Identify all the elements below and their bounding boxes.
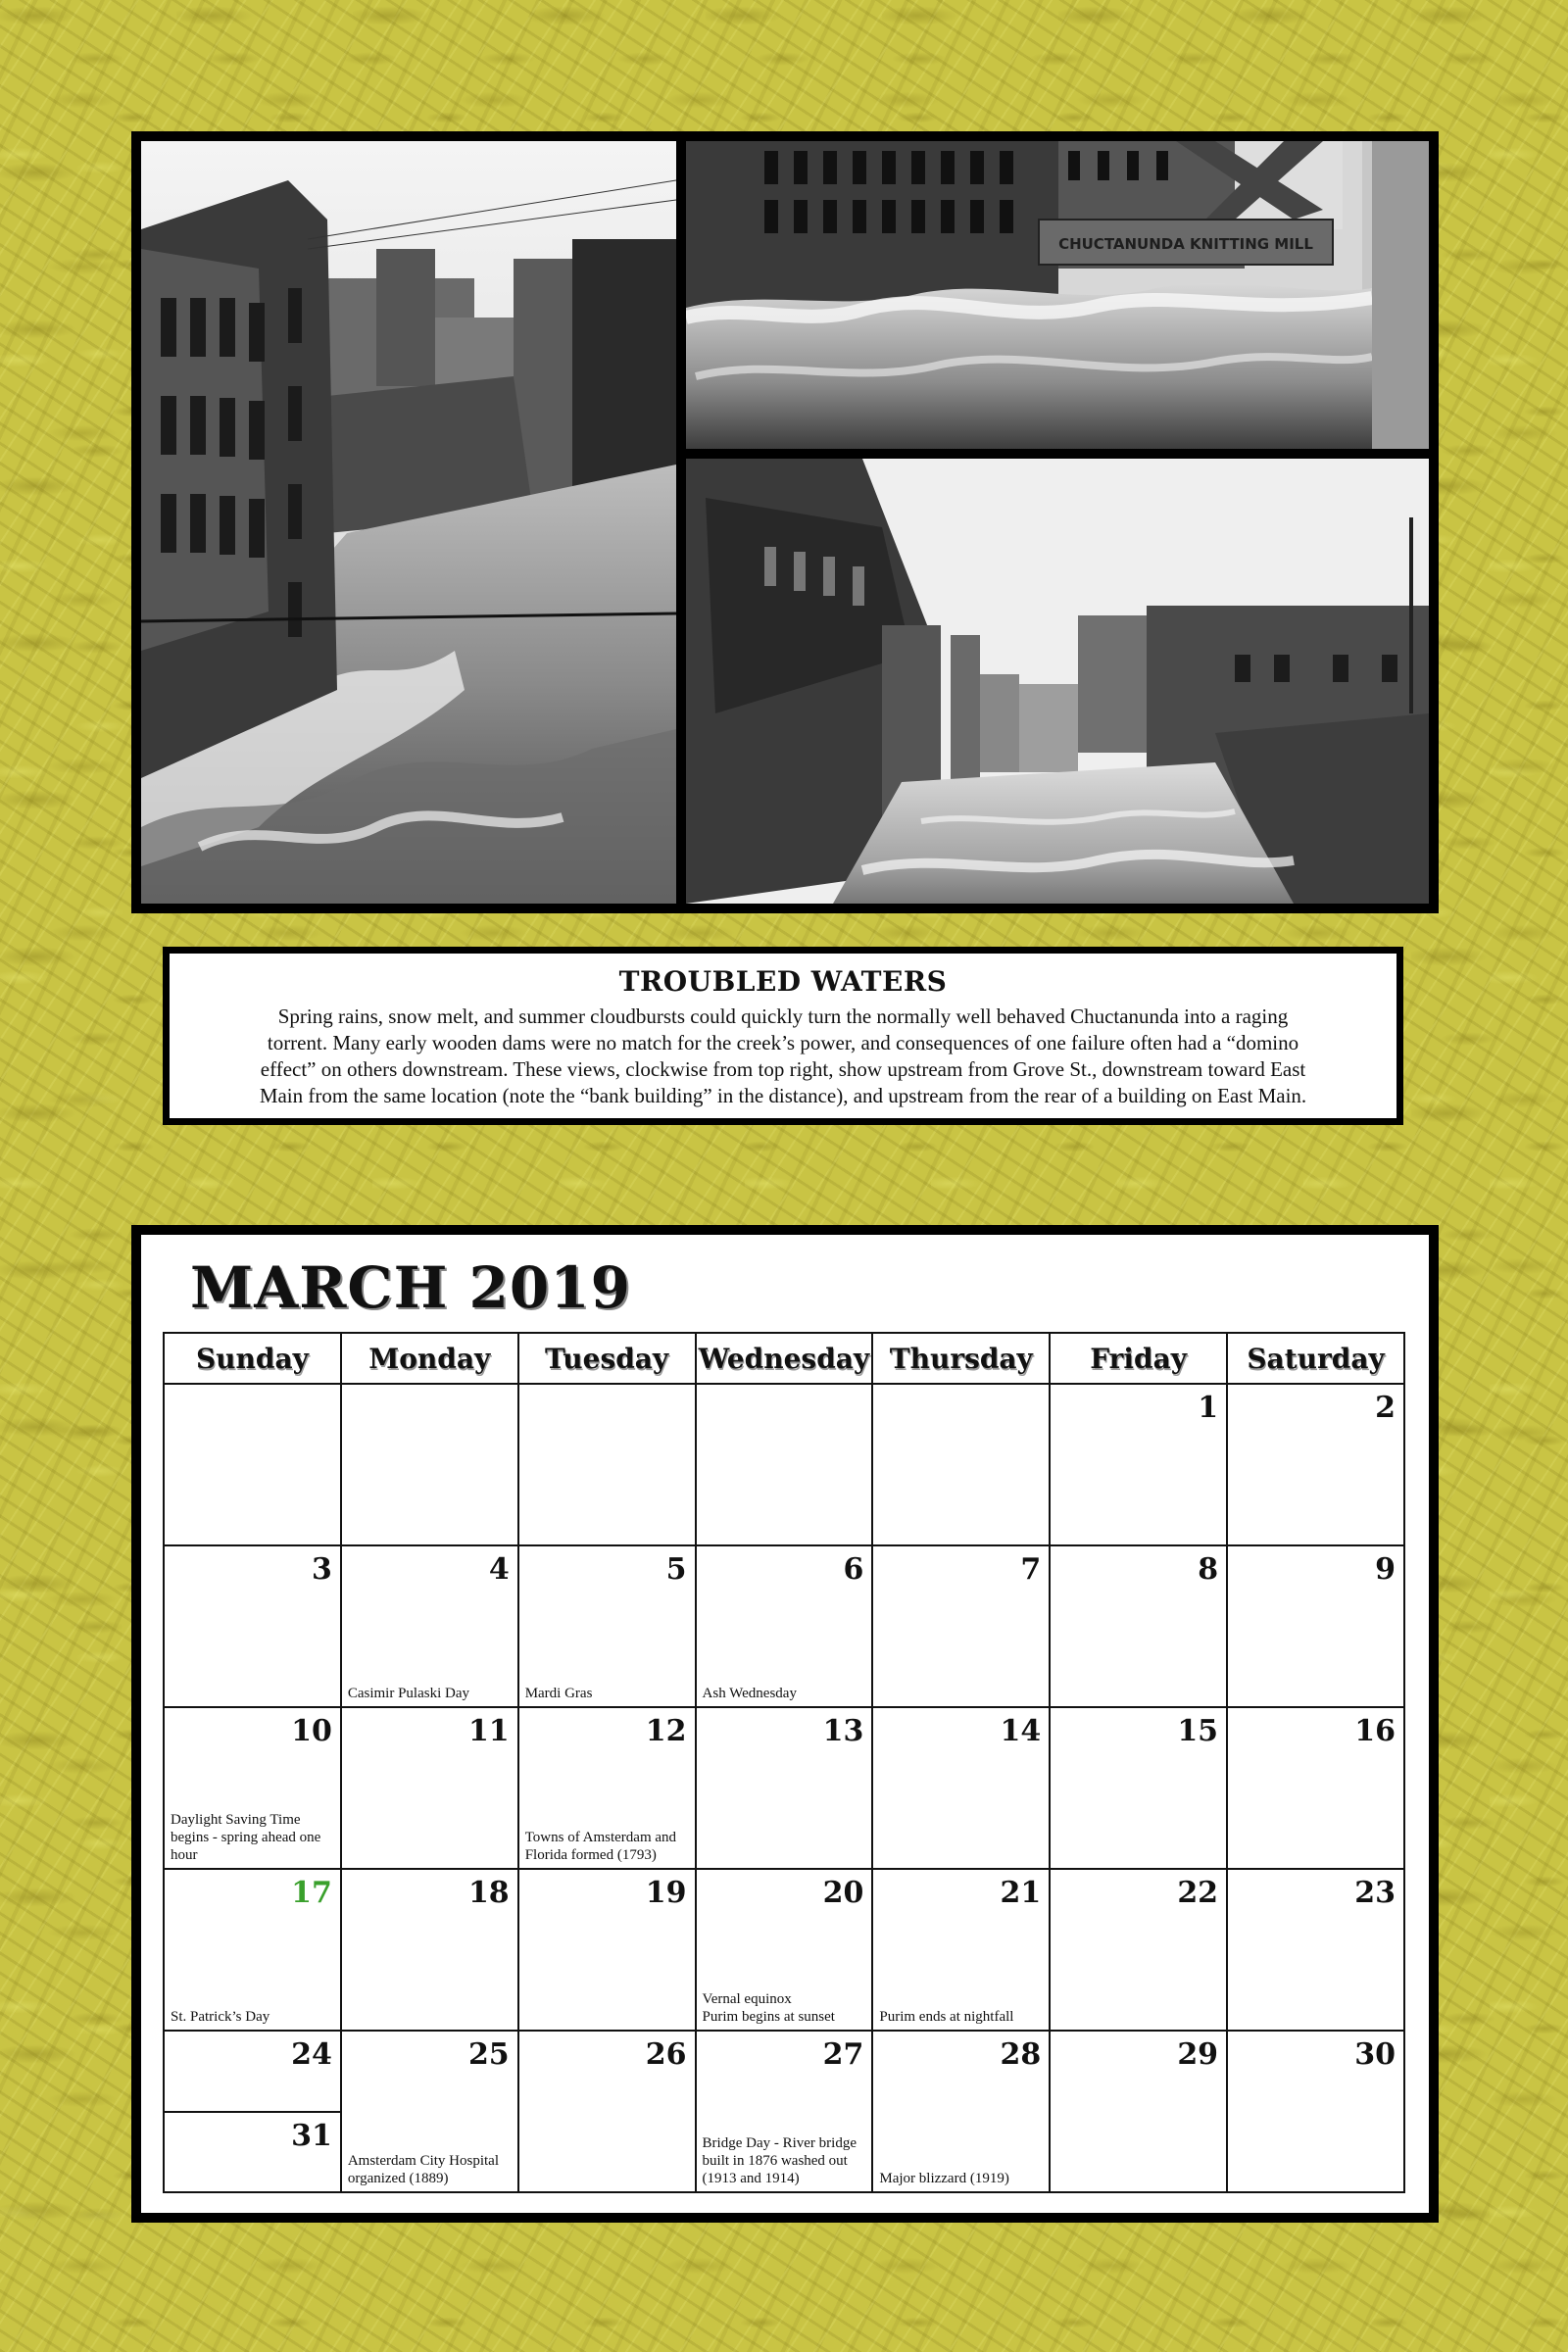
weekday-thursday: Thursday [872, 1333, 1050, 1384]
calendar [131, 1225, 1439, 2223]
day-cell-16 [1227, 1707, 1404, 1869]
event-line: Ash Wednesday [702, 1686, 797, 1701]
weekday-header-row [164, 1333, 1404, 1384]
caption-text [199, 1004, 1367, 1109]
day-cell-13 [696, 1707, 873, 1869]
day-cell-2 [1227, 1384, 1404, 1545]
day-number: 6 [843, 1552, 864, 1587]
event-note [348, 1685, 512, 1702]
calendar-week-row [164, 1384, 1404, 1545]
day-cell-1 [1050, 1384, 1227, 1545]
day-cell-20 [696, 1869, 873, 2031]
event-line: Casimir Pulaski Day [347, 1686, 470, 1701]
event-line: Vernal equinox [702, 1991, 792, 2007]
day-cell-9 [1227, 1545, 1404, 1707]
bridge-sign: CHUCTANUNDA KNITTING MILL [1058, 235, 1313, 253]
event-line: (1913 and 1914) [702, 2171, 800, 2186]
day-cell-11 [341, 1707, 518, 1869]
day-cell-empty [872, 1384, 1050, 1545]
day-number: 16 [1354, 1714, 1396, 1748]
day-number: 24 [291, 2037, 332, 2072]
day-number: 25 [467, 2037, 510, 2072]
event-line: Amsterdam City Hospital [347, 2153, 499, 2169]
day-number: 7 [1020, 1552, 1042, 1587]
event-note [879, 2170, 1043, 2187]
day-number: 2 [1375, 1391, 1396, 1425]
day-number: 23 [1354, 1876, 1396, 1910]
day-cell-14 [872, 1707, 1050, 1869]
event-line: Purim begins at sunset [702, 2009, 835, 2025]
event-note [171, 1811, 334, 1864]
day-number: 1 [1198, 1391, 1219, 1425]
day-cell-29 [1050, 2031, 1227, 2192]
caption-title: TROUBLED WATERS [618, 965, 948, 998]
event-line: St. Patrick’s Day [171, 2009, 270, 2025]
day-cell-8 [1050, 1545, 1227, 1707]
caption-line: torrent. Many early wooden dams were no match for the creek’s power, and consequences of one failure often had a “domino [267, 1031, 1299, 1054]
day-cell-19 [518, 1869, 696, 2031]
calendar-week-row [164, 1545, 1404, 1707]
day-cell-7 [872, 1545, 1050, 1707]
day-cell-21 [872, 1869, 1050, 2031]
day-cell-4 [341, 1545, 518, 1707]
day-cell-24 [164, 2031, 341, 2192]
day-cell-empty [518, 1384, 696, 1545]
flood-photo-upstream-east-main [686, 459, 1429, 904]
day-number: 11 [467, 1714, 510, 1748]
flood-photo-upstream-grove-st [686, 141, 1429, 449]
caption-line: Main from the same location (note the “bank building” in the distance), and upstream from the rear of a building on East Main. [259, 1084, 1307, 1107]
day-number: 30 [1354, 2037, 1396, 2072]
day-cell-27 [696, 2031, 873, 2192]
day-cell-6 [696, 1545, 873, 1707]
day-number: 18 [467, 1876, 510, 1910]
caption-line: Spring rains, snow melt, and summer cloudbursts could quickly turn the normally well behaved Chuctanunda into a raging [277, 1004, 1289, 1028]
flood-photo-downstream-east-main [141, 141, 676, 904]
event-note [879, 2008, 1043, 2026]
day-cell-empty [341, 1384, 518, 1545]
month-title: MARCH 2019 [190, 1254, 631, 1321]
calendar-week-row [164, 1869, 1404, 2031]
day-cell-17 [164, 1869, 341, 2031]
calendar-week-row [164, 2031, 1404, 2192]
calendar-body [164, 1384, 1404, 2192]
weekday-friday: Friday [1050, 1333, 1227, 1384]
event-note [703, 2134, 866, 2187]
day-cell-22 [1050, 1869, 1227, 2031]
day-cell-18 [341, 1869, 518, 2031]
event-note [348, 2152, 512, 2187]
event-line: begins - spring ahead one [171, 1830, 321, 1845]
day-number: 13 [822, 1714, 864, 1748]
event-note [703, 1990, 866, 2026]
day-number: 14 [1000, 1714, 1042, 1748]
event-note [525, 1685, 689, 1702]
event-line: Towns of Amsterdam and [524, 1830, 677, 1845]
day-number: 10 [291, 1714, 332, 1748]
day-cell-25 [341, 2031, 518, 2192]
event-line: Mardi Gras [524, 1686, 593, 1701]
event-line: organized (1889) [347, 2171, 449, 2186]
day-number: 17 [291, 1876, 332, 1910]
event-note [171, 2008, 334, 2026]
day-number: 21 [1000, 1876, 1042, 1910]
event-line: Purim ends at nightfall [879, 2009, 1014, 2025]
caption-box [163, 947, 1403, 1125]
event-note [703, 1685, 866, 1702]
day-number: 3 [311, 1552, 332, 1587]
calendar-page [141, 1235, 1429, 2213]
day-cell-23 [1227, 1869, 1404, 2031]
calendar-grid [163, 1332, 1405, 2193]
day-number: 29 [1177, 2037, 1219, 2072]
weekday-saturday: Saturday [1227, 1333, 1404, 1384]
day-number: 15 [1177, 1714, 1219, 1748]
day-number: 27 [822, 2037, 864, 2072]
event-line: Major blizzard (1919) [879, 2171, 1009, 2186]
day-cell-26 [518, 2031, 696, 2192]
event-note [525, 1829, 689, 1864]
weekday-tuesday: Tuesday [518, 1333, 696, 1384]
day-cell-31-half [165, 2113, 340, 2191]
day-cell-12 [518, 1707, 696, 1869]
day-number: 12 [645, 1714, 687, 1748]
day-number: 20 [822, 1876, 864, 1910]
day-cell-28 [872, 2031, 1050, 2192]
photo-collage [131, 131, 1439, 913]
day-cell-24-half [165, 2032, 340, 2113]
day-number: 4 [488, 1552, 510, 1587]
day-number: 22 [1177, 1876, 1219, 1910]
event-line: built in 1876 washed out [702, 2153, 848, 2169]
day-cell-15 [1050, 1707, 1227, 1869]
day-cell-empty [164, 1384, 341, 1545]
day-number: 8 [1198, 1552, 1219, 1587]
day-cell-3 [164, 1545, 341, 1707]
day-number: 9 [1375, 1552, 1396, 1587]
event-line: Florida formed (1793) [524, 1847, 657, 1863]
day-cell-5 [518, 1545, 696, 1707]
event-line: hour [171, 1847, 198, 1863]
day-cell-empty [696, 1384, 873, 1545]
day-number: 5 [665, 1552, 687, 1587]
day-number: 26 [645, 2037, 687, 2072]
weekday-wednesday: Wednesday [696, 1333, 873, 1384]
weekday-sunday: Sunday [164, 1333, 341, 1384]
day-cell-30 [1227, 2031, 1404, 2192]
event-line: Daylight Saving Time [171, 1812, 301, 1828]
day-number: 31 [291, 2119, 332, 2153]
day-cell-10 [164, 1707, 341, 1869]
calendar-week-row [164, 1707, 1404, 1869]
day-number: 28 [1000, 2037, 1042, 2072]
weekday-monday: Monday [341, 1333, 518, 1384]
day-number: 19 [645, 1876, 687, 1910]
caption-line: effect” on others downstream. These views, clockwise from top right, show upstream from Grove St., downstream toward East [260, 1057, 1306, 1081]
event-line: Bridge Day - River bridge [702, 2135, 857, 2151]
